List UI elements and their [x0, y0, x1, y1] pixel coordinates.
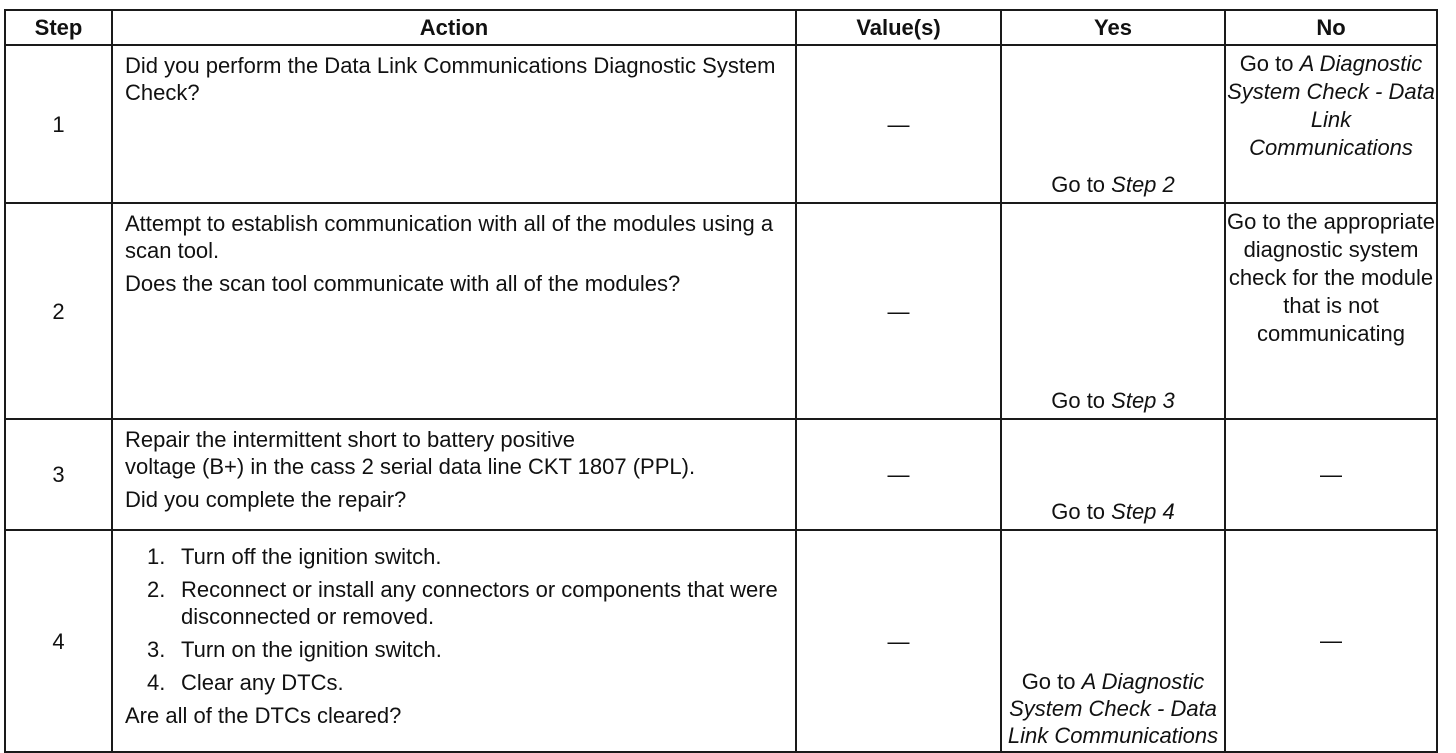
- list-item: [147, 576, 785, 630]
- header-step: Step: [5, 10, 112, 45]
- header-no: No: [1225, 10, 1437, 45]
- yes-prefix: Go to: [1051, 388, 1112, 413]
- list-item-text: Reconnect or install any connectors or components that were disconnected or removed.: [181, 577, 778, 629]
- list-item-text: Turn on the ignition switch.: [181, 637, 442, 662]
- list-item: [147, 669, 785, 696]
- action-text: Did you perform the Data Link Communications Diagnostic System Check?: [125, 53, 776, 105]
- yes-prefix: Go to: [1051, 499, 1112, 524]
- yes-target-link[interactable]: Step 2: [1111, 172, 1175, 197]
- step-number: 3: [5, 419, 112, 530]
- value-dash: —: [887, 111, 910, 137]
- header-values: Value(s): [796, 10, 1001, 45]
- action-question: Does the scan tool communicate with all of the modules?: [125, 271, 681, 296]
- no-cell: [1225, 530, 1437, 752]
- procedure-list: [125, 543, 785, 696]
- action-cell: [112, 530, 796, 752]
- yes-prefix: Go to: [1051, 172, 1112, 197]
- action-cell: [112, 203, 796, 419]
- table-row: [5, 530, 1437, 752]
- step-number: 1: [5, 45, 112, 203]
- table-row: [5, 419, 1437, 530]
- action-text-line: voltage (B+) in the cass 2 serial data line CKT 1807 (PPL).: [125, 454, 696, 479]
- list-item: [147, 636, 785, 663]
- action-text-line: Repair the intermittent short to battery positive: [125, 427, 575, 452]
- value-cell: [796, 203, 1001, 419]
- no-text: Go to the appropriate diagnostic system check for the module that is not communicating: [1227, 209, 1435, 346]
- value-cell: [796, 419, 1001, 530]
- value-dash: —: [887, 628, 910, 654]
- yes-target-link[interactable]: A Diagnostic System Check - Data Link Communications: [1007, 669, 1219, 748]
- yes-cell: [1001, 203, 1225, 419]
- list-item-text: Clear any DTCs.: [181, 670, 344, 695]
- header-action: Action: [112, 10, 796, 45]
- action-question: Are all of the DTCs cleared?: [125, 703, 402, 728]
- yes-cell: [1001, 45, 1225, 203]
- yes-target-link[interactable]: Step 4: [1111, 499, 1175, 524]
- yes-prefix: Go to: [1021, 669, 1082, 694]
- no-target-link[interactable]: A Diagnostic System Check - Data Link Communications: [1227, 51, 1435, 160]
- table-row: [5, 203, 1437, 419]
- header-row: [5, 10, 1437, 45]
- action-cell: [112, 419, 796, 530]
- yes-cell: [1001, 419, 1225, 530]
- value-cell: [796, 45, 1001, 203]
- list-item: [147, 543, 785, 570]
- table-row: [5, 45, 1437, 203]
- yes-cell: [1001, 530, 1225, 752]
- step-number: 4: [5, 530, 112, 752]
- diagnostic-table: [4, 9, 1438, 753]
- action-question: Did you complete the repair?: [125, 487, 407, 512]
- value-dash: —: [887, 462, 910, 487]
- list-item-text: Turn off the ignition switch.: [181, 544, 442, 569]
- value-cell: [796, 530, 1001, 752]
- header-yes: Yes: [1001, 10, 1225, 45]
- no-cell: [1225, 419, 1437, 530]
- list-item-number: 2.: [147, 577, 166, 602]
- value-dash: —: [887, 298, 910, 324]
- no-cell: [1225, 45, 1437, 203]
- no-cell: [1225, 203, 1437, 419]
- list-item-number: 4.: [147, 670, 166, 695]
- yes-target-link[interactable]: Step 3: [1111, 388, 1175, 413]
- no-prefix: Go to: [1239, 51, 1300, 76]
- no-dash: —: [1320, 461, 1342, 487]
- action-cell: [112, 45, 796, 203]
- step-number: 2: [5, 203, 112, 419]
- no-dash: —: [1320, 628, 1342, 653]
- list-item-number: 1.: [147, 544, 166, 569]
- list-item-number: 3.: [147, 637, 166, 662]
- action-text: Attempt to establish communication with all of the modules using a scan tool.: [125, 211, 774, 263]
